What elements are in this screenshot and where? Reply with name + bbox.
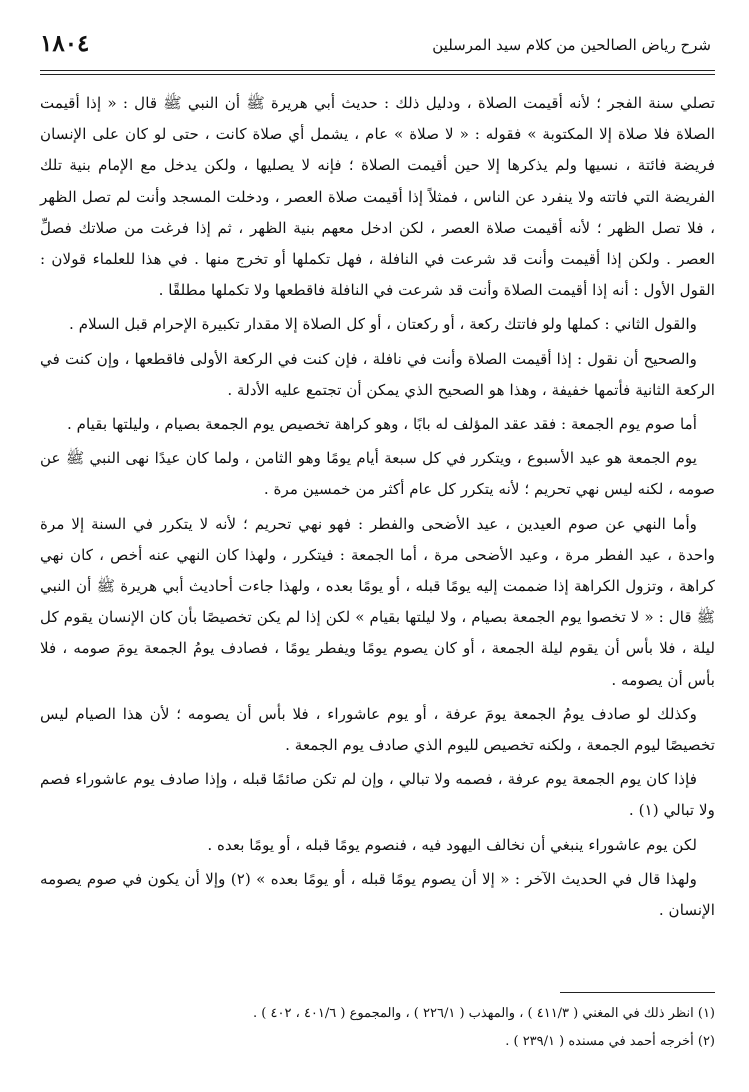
footnote: (٢) أخرجه أحمد في مسنده ( ٢٣٩/١ ) . <box>505 1034 715 1049</box>
footnote-divider <box>560 992 715 993</box>
paragraph: فإذا كان يوم الجمعة يوم عرفة ، فصمه ولا تبالي ، وإن لم تكن صائمًا قبله ، وإذا صادف يوم عاشوراء فصم ولا تبالي (١) . <box>40 770 715 820</box>
header-rule <box>40 70 715 75</box>
paragraph: يوم الجمعة هو عيد الأسبوع ، ويتكرر في كل سبعة أيام يومًا وهو الثامن ، ولما كان عيدًا نهى النبي ﷺ عن صومه ، لكنه ليس نهي تحريم ؛ لأنه يتكرر كل عام أكثر من خمسين مرة . <box>40 449 715 499</box>
main-text <box>40 88 715 929</box>
footnotes <box>40 1000 715 1056</box>
paragraph: والقول الثاني : كملها ولو فاتتك ركعة ، أو ركعتان ، أو كل الصلاة إلا مقدار تكبيرة الإحرام قبل السلام . <box>69 315 697 334</box>
page-header <box>40 28 715 68</box>
footnote: (١) انظر ذلك في المغني ( ٤١١/٣ ) ، والمهذب ( ٢٢٦/١ ) ، والمجموع ( ٤٠١/٦ ، ٤٠٢ ) . <box>253 1006 715 1021</box>
paragraph: لكن يوم عاشوراء ينبغي أن نخالف اليهود فيه ، فنصوم يومًا قبله ، أو يومًا بعده . <box>207 835 697 854</box>
running-title: شرح رياض الصالحين من كلام سيد المرسلين <box>432 36 711 54</box>
page-number: ١٨٠٤ <box>40 30 90 57</box>
paragraph: وكذلك لو صادف يومُ الجمعة يومَ عرفة ، أو يوم عاشوراء ، فلا بأس أن يصومه ؛ لأن هذا الصيام ليس تخصيصًا ليوم الجمعة ، ولكنه تخصيص لليوم الذي صادف يوم الجمعة . <box>40 704 715 755</box>
paragraph: تصلي سنة الفجر ؛ لأنه أقيمت الصلاة ، ودليل ذلك : حديث أبي هريرة ﷺ أن النبي ﷺ قال : « إذا أقيمت الصلاة فلا صلاة إلا المكتوبة » فقوله : « لا صلاة » عام ، يشمل أي صلاة كانت ، حتى لو كان على الإنسان فريضة فائتة ، نسيها ولم يذكرها إلا حين أقيمت الصلاة ؛ فإنه لا يصليها ، ولكن يدخل مع الإمام بنية تلك الفريضة التي فاتته ولا ينفرد عن الناس ، فمثلاً إذا أقيمت صلاة العصر ، ودخلت المسجد وأنت لم تصل الظهر ، فلا تصل الظهر ؛ لأنه أقيمت صلاة العصر ، لكن ادخل معهم بنية الظهر ، ثم إذا فرغت من صلاتك فصلِّ العصر . ولكن إذا أقيمت وأنت قد شرعت في النافلة ، فهل تكملها أو تخرج منها . في هذا للعلماء قولان : القول الأول : أنه إذا أقيمت الصلاة وأنت قد شرعت في النافلة فاقطعها ولا تكملها مطلقًا . <box>40 94 715 300</box>
paragraph: وأما النهي عن صوم العيدين ، عيد الأضحى والفطر : فهو نهي تحريم ؛ لأنه لا يتكرر في السنة إلا مرة واحدة ، عيد الفطر مرة ، وعيد الأضحى مرة ، أما الجمعة : فيتكرر ، ولهذا كان النهي عنه أخص ، كان نهي كراهة ، وتزول الكراهة إذا ضممت إليه يومًا قبله ، أو يومًا بعده ، ولهذا جاءت أحاديث أبي هريرة ﷺ أن النبي ﷺ قال : « لا تخصوا يوم الجمعة بصيام ، ولا ليلتها بقيام » لكن إذا لم يكن تخصيصًا بأن كان الإنسان يقوم كل ليلة ، فلا بأس أن يقوم ليلة الجمعة ، أو كان يصوم يومًا ويفطر يومًا ، فصادف يومُ الجمعة يومَ صومه ، فلا بأس أن يصومه . <box>40 514 715 689</box>
paragraph: والصحيح أن نقول : إذا أقيمت الصلاة وأنت في نافلة ، فإن كنت في الركعة الأولى فاقطعها ، وإن كنت في الركعة الثانية فأتمها خفيفة ، وهذا هو الصحيح الذي يمكن أن تجتمع عليه الأدلة . <box>40 349 715 399</box>
paragraph: أما صوم يوم الجمعة : فقد عقد المؤلف له بابًا ، وهو كراهة تخصيص يوم الجمعة بصيام ، وليلتها بقيام . <box>67 415 697 434</box>
paragraph: ولهذا قال في الحديث الآخر : « إلا أن يصوم يومًا قبله ، أو يومًا بعده » (٢) وإلا أن يكون في صوم يصومه الإنسان . <box>40 869 715 920</box>
